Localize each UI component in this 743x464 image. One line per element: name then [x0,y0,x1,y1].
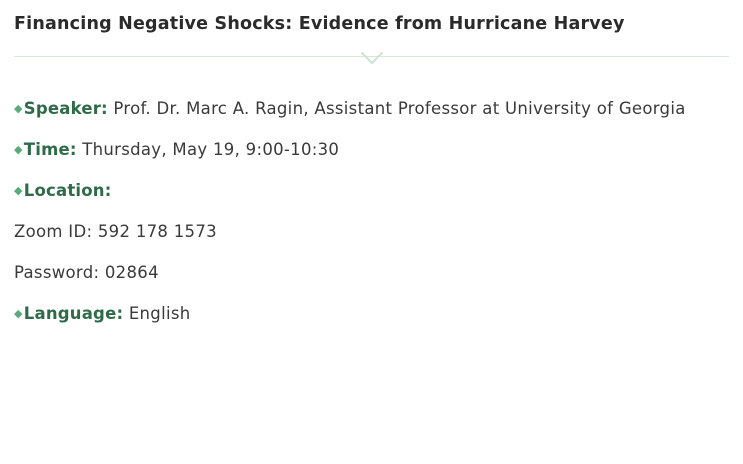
detail-location [14,170,729,211]
detail-language-label: Language: [23,304,124,323]
chevron-down-icon [359,50,385,66]
detail-speaker [14,88,714,129]
detail-speaker-label: Speaker: [23,99,108,118]
detail-language-value: English [128,304,191,323]
bullet-icon: ◆ [14,307,23,320]
bullet-icon: ◆ [14,102,23,115]
detail-time [14,129,729,170]
detail-speaker-value: Prof. Dr. Marc A. Ragin, Assistant Professor at University of Georgia [113,99,686,118]
detail-time-value: Thursday, May 19, 9:00-10:30 [82,140,340,159]
location-password: Password: 02864 [14,263,159,282]
details-list [14,88,729,334]
location-zoom-id: Zoom ID: 592 178 1573 [14,222,217,241]
page-title: Financing Negative Shocks: Evidence from Hurricane Harvey [14,14,625,34]
section-divider [14,50,729,76]
detail-time-label: Time: [23,140,77,159]
detail-location-label: Location: [23,181,112,200]
bullet-icon: ◆ [14,184,23,197]
bullet-icon: ◆ [14,143,23,156]
detail-language [14,293,729,334]
